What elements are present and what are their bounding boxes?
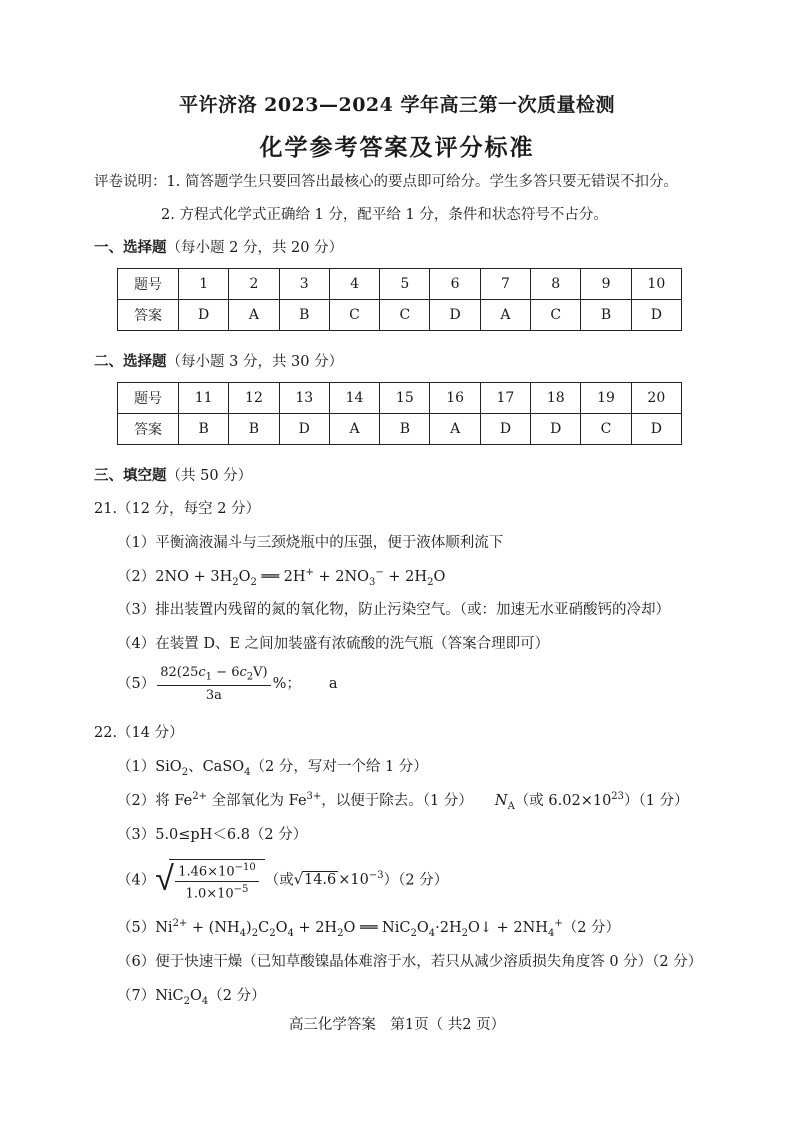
q21-heading: 21.（12 分，每空 2 分） — [94, 501, 261, 517]
question-number: 17 — [480, 383, 530, 414]
section2-heading — [94, 350, 343, 371]
answer-cell: D — [430, 300, 480, 331]
section2-title: 二、选择题 — [94, 353, 167, 370]
q22-answer-7-formula: $NiC_2O_4$ — [155, 988, 209, 1007]
q21-answer-5-second: a — [328, 675, 338, 692]
question-number: 19 — [581, 383, 631, 414]
section2-answer-table — [117, 382, 682, 445]
q22-answer-6: （6）便于快速干燥（已知草酸镍晶体难溶于水，若只从减少溶质损失角度答 0 分）（2 分） — [117, 954, 703, 970]
question-number: 2 — [229, 269, 279, 300]
q22-answer-2-score: （1 分） — [638, 793, 689, 809]
q22-answer-3: （3）5.0≤pH＜6.8（2 分） — [117, 827, 308, 843]
answer-cell: D — [279, 414, 329, 445]
q22-answer-2-tail: ，以便于除去。（1 分） — [321, 793, 473, 809]
q22-answer-1-tail: （2 分，写对一个给 1 分） — [250, 759, 428, 775]
answer-cell: B — [581, 300, 631, 331]
table-row — [118, 300, 682, 331]
q22-answer-5-label: （5） — [117, 920, 156, 936]
fraction-numerator: $82(25c_1 - 6c_2V)$ — [157, 665, 270, 686]
radical-sign: √ — [155, 859, 174, 899]
answer-cell: B — [229, 414, 279, 445]
question-number: 1 — [179, 269, 229, 300]
answer-cell: D — [631, 300, 681, 331]
exam-title: 平许济洛 2023—2024 学年高三第一次质量检测 — [179, 94, 615, 116]
grading-note-2: 2. 方程式化学式正确给 1 分，配平给 1 分，条件和状态符号不占分。 — [161, 207, 608, 223]
answer-cell: D — [631, 414, 681, 445]
answer-cell: B — [179, 414, 229, 445]
row-label: 题号 — [118, 269, 179, 300]
q21-answer-1: （1）平衡滴液漏斗与三颈烧瓶中的压强，便于液体顺利流下 — [117, 535, 504, 551]
q21-equation: $2NO + 3H_2O_2$ ══ $2H^+ + 2NO_3^- + 2H_2O$ — [155, 567, 446, 588]
answer-cell: C — [581, 414, 631, 445]
question-number: 9 — [581, 269, 631, 300]
q22-avogadro: $N_A$（或 $6.02\times 10^{23}$） — [494, 791, 639, 812]
q22-answer-1-label: （1） — [117, 759, 156, 775]
document-title: 化学参考答案及评分标准 — [259, 134, 535, 161]
row-label: 题号 — [118, 383, 179, 414]
table-row — [118, 383, 682, 414]
section3-score: （共 50 分） — [166, 468, 253, 484]
question-number: 20 — [631, 383, 681, 414]
section1-answer-table — [117, 268, 682, 331]
answer-cell: D — [179, 300, 229, 331]
q22-answer-5-score: （2 分） — [562, 920, 621, 936]
table-row — [118, 414, 682, 445]
radicand — [169, 859, 265, 902]
q22-equation: $Ni^{2+} + (NH_4)_2C_2O_4 + 2H_2O$ ══ $NiC_2O_4\cdot 2H_2O↓ + 2NH_4^+$ — [155, 918, 563, 939]
answer-cell: A — [480, 300, 530, 331]
answer-cell: D — [531, 414, 581, 445]
fraction-numerator: $1.46\times 10^{-10}$ — [175, 862, 259, 882]
fraction-denominator: 3a — [205, 687, 222, 703]
section3-heading — [94, 464, 252, 485]
q21-answer-5-suffix: %； — [272, 675, 301, 692]
answer-cell: C — [531, 300, 581, 331]
answer-cell: D — [480, 414, 530, 445]
page-footer: 高三化学答案 第1页（ 共2 页） — [288, 1017, 506, 1033]
q22-answer-7-tail: （2 分） — [208, 988, 266, 1004]
q22-answer-1 — [117, 755, 428, 778]
question-number: 15 — [380, 383, 430, 414]
question-number: 6 — [430, 269, 480, 300]
q22-formula: SiO$_2$、CaSO$_4$ — [155, 759, 251, 778]
answer-cell: C — [329, 300, 379, 331]
q22-answer-7-label: （7） — [117, 988, 156, 1004]
question-number: 12 — [229, 383, 279, 414]
fraction-denominator: $1.0\times 10^{-5}$ — [185, 884, 249, 902]
table-row — [118, 269, 682, 300]
answer-cell: B — [380, 414, 430, 445]
question-number: 18 — [531, 383, 581, 414]
section3-title: 三、填空题 — [94, 467, 167, 484]
q22-answer-2 — [117, 789, 689, 812]
question-number: 14 — [329, 383, 379, 414]
answer-cell: A — [430, 414, 480, 445]
question-number: 3 — [279, 269, 329, 300]
answer-cell: A — [229, 300, 279, 331]
section1-heading — [94, 236, 343, 257]
q21-answer-3: （3）排出装置内残留的氮的氧化物，防止污染空气。（或：加速无水亚硝酸钙的冷却） — [117, 602, 670, 618]
ion-fe2: $Fe^{2+}$ — [174, 791, 207, 809]
q21-answer-5 — [117, 665, 338, 703]
q22-answer-2-label: （2）将 — [117, 793, 175, 809]
grading-note-1: 评卷说明：1. 简答题学生只要回答出最核心的要点即可给分。学生多答只要无错误不扣分。 — [94, 174, 678, 190]
radicand-fraction — [175, 862, 259, 902]
row-label: 答案 — [118, 300, 179, 331]
question-number: 8 — [531, 269, 581, 300]
answer-cell: B — [279, 300, 329, 331]
q22-answer-7 — [117, 984, 266, 1007]
alt-expression: $√14.6 \times 10^{-3}$ — [293, 870, 384, 889]
question-number: 5 — [380, 269, 430, 300]
q22-heading: 22.（14 分） — [94, 725, 184, 741]
question-number: 4 — [329, 269, 379, 300]
q21-answer-4: （4）在装置 D、E 之间加装盛有浓硫酸的洗气瓶（答案合理即可） — [117, 636, 550, 652]
q22-answer-4-or: （或 — [264, 872, 294, 889]
q21-answer-2-label: （2） — [117, 569, 156, 585]
question-number: 7 — [480, 269, 530, 300]
section1-score: （每小题 2 分，共 20 分） — [166, 240, 344, 256]
question-number: 16 — [430, 383, 480, 414]
question-number: 13 — [279, 383, 329, 414]
question-number: 10 — [631, 269, 681, 300]
q21-answer-5-label: （5） — [117, 675, 156, 692]
q22-answer-4 — [117, 859, 448, 902]
row-label: 答案 — [118, 414, 179, 445]
q21-fraction — [157, 665, 270, 703]
ion-fe3: $Fe^{3+}$ — [288, 791, 322, 809]
section1-title: 一、选择题 — [94, 239, 167, 256]
q22-answer-4-label: （4） — [117, 872, 156, 889]
answer-cell: C — [380, 300, 430, 331]
question-number: 11 — [179, 383, 229, 414]
q22-answer-2-mid: 全部氧化为 — [206, 793, 289, 809]
q22-answer-5 — [117, 916, 620, 939]
q21-answer-2 — [117, 565, 445, 588]
answer-cell: A — [329, 414, 379, 445]
section2-score: （每小题 3 分，共 30 分） — [166, 354, 344, 370]
q22-answer-4-tail: ）（2 分） — [383, 872, 449, 889]
square-root — [155, 859, 265, 902]
